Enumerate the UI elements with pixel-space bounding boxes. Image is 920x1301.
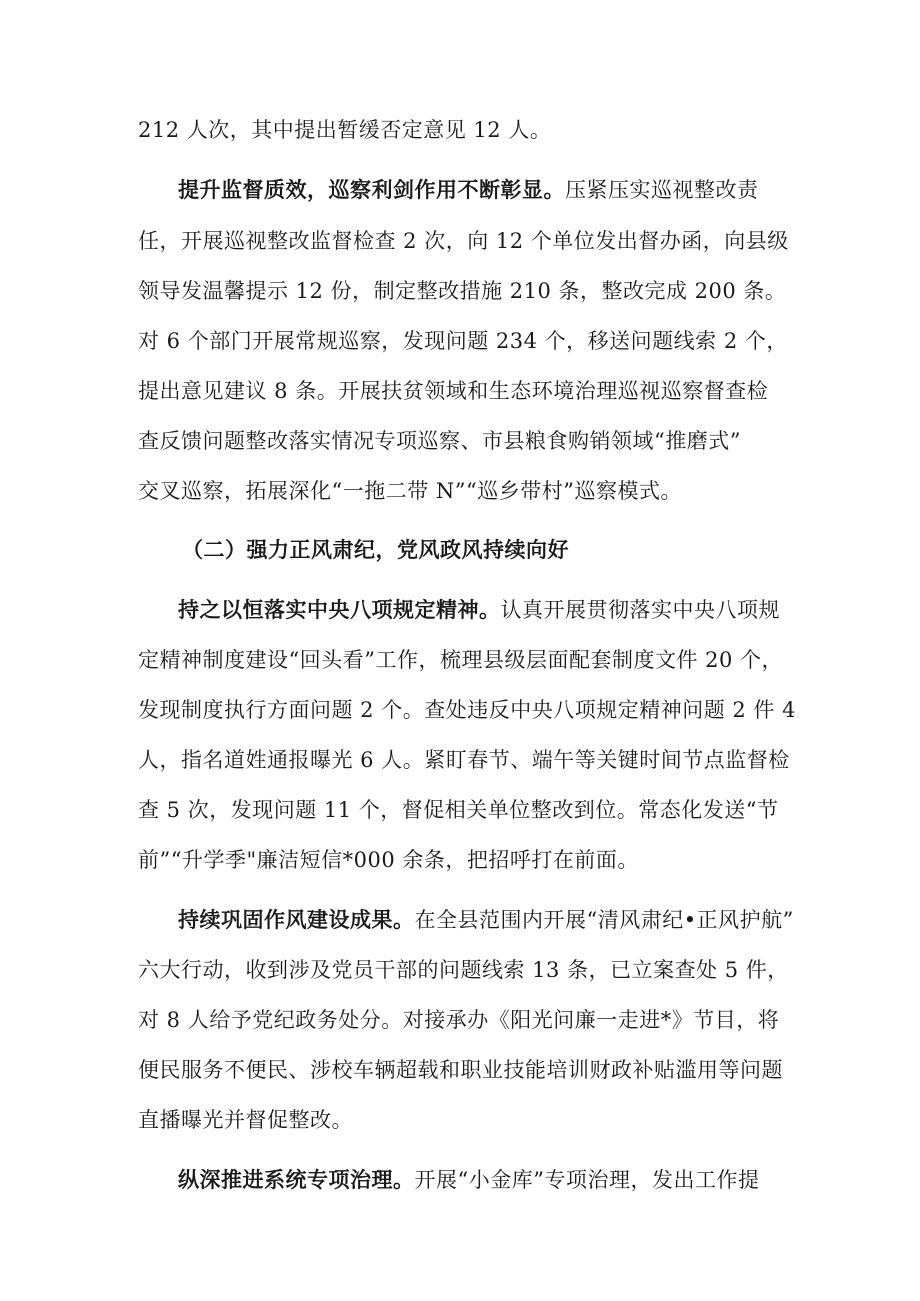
paragraph-first-line <box>178 906 794 934</box>
paragraph-line: 查 5 次，发现问题 11 个，督促相关单位整改到位。常态化发送“节 <box>138 798 779 822</box>
paragraph-line: 查反馈问题整改落实情况专项巡察、市县粮食购销领域“推磨式” <box>138 429 741 453</box>
paragraph-line: 发现制度执行方面问题 2 个。查处违反中央八项规定精神问题 2 件 4 <box>138 698 796 722</box>
paragraph-line: 对 6 个部门开展常规巡察，发现问题 234 个，移送问题线索 2 个， <box>138 329 788 353</box>
paragraph-line: 人，指名道姓通报曝光 6 人。紧盯春节、端午等关键时间节点监督检 <box>138 748 790 772</box>
paragraph-first-line <box>178 596 780 624</box>
paragraph-first-line <box>178 1166 759 1194</box>
paragraph-text: 在全县范围内开展“清风肃纪•正风护航” <box>414 908 794 932</box>
paragraph-line: 前”“升学季"廉洁短信*000 余条，把招呼打在前面。 <box>138 848 639 872</box>
paragraph-line: 对 8 人给予党纪政务处分。对接承办《阳光问廉一走进*》节目，将 <box>138 1008 780 1032</box>
section-heading: （二）强力正风肃纪，党风政风持续向好 <box>182 537 569 562</box>
paragraph-line: 交叉巡察，拓展深化“一拖二带 N”“巡乡带村”巡察模式。 <box>138 479 682 503</box>
paragraph-first-line <box>178 176 759 204</box>
paragraph-line: 直播曝光并督促整改。 <box>138 1108 353 1132</box>
paragraph-line: 任，开展巡视整改监督检查 2 次，向 12 个单位发出督办函，向县级 <box>138 229 789 253</box>
paragraph-text: 开展“小金库”专项治理，发出工作提 <box>414 1168 760 1192</box>
paragraph-line: 定精神制度建设“回头看”工作，梳理县级层面配套制度文件 20 个， <box>138 648 784 672</box>
paragraph-lead: 持续巩固作风建设成果。 <box>178 907 415 932</box>
paragraph-line: 212 人次，其中提出暂缓否定意见 12 人。 <box>138 118 552 142</box>
paragraph-text: 压紧压实巡视整改责 <box>565 178 759 202</box>
paragraph-lead: 提升监督质效，巡察利剑作用不断彰显。 <box>178 177 565 202</box>
paragraph-line: 六大行动，收到涉及党员干部的问题线索 13 条，已立案查处 5 件， <box>138 958 789 982</box>
paragraph-lead: 持之以恒落实中央八项规定精神。 <box>178 597 501 622</box>
paragraph-line: 领导发温馨提示 12 份，制定整改措施 210 条，整改完成 200 条。 <box>138 279 787 303</box>
paragraph-line: 提出意见建议 8 条。开展扶贫领域和生态环境治理巡视巡察督查检 <box>138 379 769 403</box>
paragraph-lead: 纵深推进系统专项治理。 <box>178 1167 415 1192</box>
paragraph-text: 认真开展贯彻落实中央八项规 <box>500 598 780 622</box>
paragraph-line: 便民服务不便民、涉校车辆超载和职业技能培训财政补贴滥用等问题 <box>138 1058 783 1082</box>
